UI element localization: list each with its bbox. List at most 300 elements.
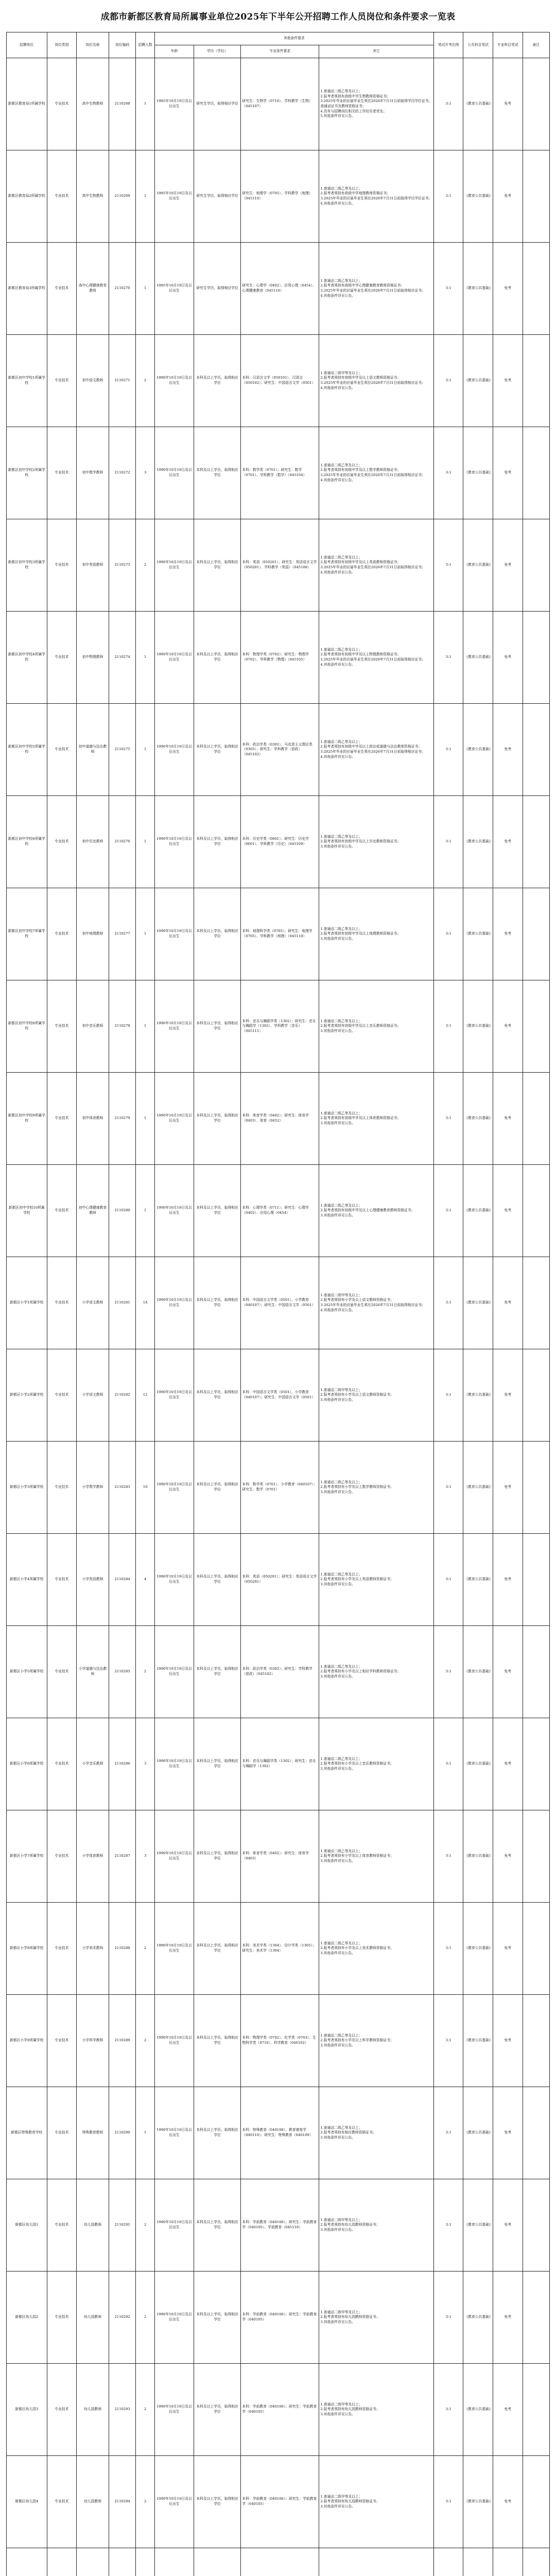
header-exam-ratio: 笔试开考比例 xyxy=(433,32,463,58)
row-professional-subject: 免考 xyxy=(493,1349,523,1442)
row-professional-subject: 免考 xyxy=(493,612,523,704)
row-public-subject: 《教育公共基础》 xyxy=(463,1534,493,1626)
row-age: 1990年10月19日及以后出生 xyxy=(154,1810,194,1903)
row-post-name: 初中道德与法治教师 xyxy=(77,704,109,796)
row-count: 14 xyxy=(136,1257,155,1349)
row-post-code: 2110279 xyxy=(109,1073,135,1165)
row-other: 1.普通话二级乙等及以上； 2.报考者须持有初级中学及以上心理健康教育教师资格证书； 3.其他条件详见公告。 xyxy=(319,1165,434,1257)
row-other: 1.普通话二级乙等及以上； 2.报考者须持有初级中学及以上物理教师资格证书； 3.2025年毕业的应届毕业生须在2026年7月31日前取得相应证书； 4.其他条件详见公告。 xyxy=(319,612,434,704)
row-count xyxy=(136,2548,155,2576)
table-row xyxy=(7,427,550,519)
row-post-name: 初中心理健康教育教师 xyxy=(77,1165,109,1257)
row-category: 专业技术 xyxy=(47,1073,77,1165)
row-post-name: 小学音乐教师 xyxy=(77,1718,109,1810)
row-other: 1.普通话二级甲等及以上； 2.报考者须持有幼儿园教师资格证书； 3.其他条件详见公告。 xyxy=(319,2456,434,2548)
row-unit: 新都区教育局1所属学校 xyxy=(7,58,47,150)
header-count: 招聘人数 xyxy=(136,32,155,58)
row-remark xyxy=(523,1073,549,1165)
row-remark xyxy=(523,2087,549,2179)
table-row xyxy=(7,1810,550,1903)
row-age: 1985年10月19日及以后出生 xyxy=(154,243,194,335)
row-exam-ratio: 3:1 xyxy=(433,58,463,150)
row-education: 研究生学历，取得相应学位 xyxy=(194,243,241,335)
row-other: 1.普通话二级甲等及以上； 2.报考者须持有幼儿园教师资格证书； 3.其他条件详见公告。 xyxy=(319,2364,434,2456)
table-row xyxy=(7,1073,550,1165)
row-education: 本科及以上学历，取得相应学位 xyxy=(194,888,241,980)
row-age xyxy=(154,2548,194,2576)
row-major: 本科：体育学类（0402）；研究生：体育学（0403）、体育（0452） xyxy=(241,1073,319,1165)
row-major: 本科：学前教育（040106）；研究生：学前教育学（040105） xyxy=(241,2456,319,2548)
row-post-code: 2110294 xyxy=(109,2456,135,2548)
row-count: 2 xyxy=(136,2364,155,2456)
row-age: 1990年10月19日及以后出生 xyxy=(154,2179,194,2272)
row-post-name: 初中音乐教师 xyxy=(77,980,109,1073)
row-major: 本科：心理学类（0711）；研究生：心理学（0402）、应用心理（0454） xyxy=(241,1165,319,1257)
row-post-code: 2110293 xyxy=(109,2364,135,2456)
row-major: 本科：音乐与舞蹈学类（1302）；研究生：音乐与舞蹈学（1302） xyxy=(241,1718,319,1810)
row-major: 本科：汉语言文学（050101）、汉语言（050102）；研究生：中国语言文学（0501） xyxy=(241,335,319,427)
row-professional-subject: 免考 xyxy=(493,243,523,335)
row-post-name: 初中英语教师 xyxy=(77,519,109,612)
row-category: 专业技术 xyxy=(47,2179,77,2272)
row-other: 1.普通话二级乙等及以上； 2.报考者须持有初级中学及以上体育教师资格证书； 3.其他条件详见公告。 xyxy=(319,1073,434,1165)
row-category: 专业技术 xyxy=(47,2272,77,2364)
row-count: 1 xyxy=(136,1073,155,1165)
row-remark xyxy=(523,2456,549,2548)
row-public-subject: 《教育公共基础》 xyxy=(463,335,493,427)
row-count: 3 xyxy=(136,1810,155,1903)
row-post-code: 2110284 xyxy=(109,1534,135,1626)
row-major xyxy=(241,2548,319,2576)
row-professional-subject: 免考 xyxy=(493,1995,523,2087)
row-education: 本科及以上学历，取得相应学位 xyxy=(194,1073,241,1165)
table-row xyxy=(7,980,550,1073)
row-education: 本科及以上学历，取得相应学位 xyxy=(194,612,241,704)
row-unit: 新都区小学5所属学校 xyxy=(7,1626,47,1718)
row-education: 本科及以上学历，取得相应学位 xyxy=(194,1718,241,1810)
table-row xyxy=(7,1257,550,1349)
row-professional-subject: 免考 xyxy=(493,2272,523,2364)
row-major: 本科：中国语言文学类（0501）、小学教育（040107）；研究生：中国语言文学（0501） xyxy=(241,1349,319,1442)
row-education: 本科及以上学历，取得相应学位 xyxy=(194,1903,241,1995)
row-public-subject: 《教育公共基础》 xyxy=(463,427,493,519)
row-category: 专业技术 xyxy=(47,704,77,796)
table-row xyxy=(7,1995,550,2087)
row-professional-subject: 免考 xyxy=(493,1165,523,1257)
row-age: 1990年10月19日及以后出生 xyxy=(154,1626,194,1718)
row-education: 本科及以上学历，取得相应学位 xyxy=(194,1995,241,2087)
row-category xyxy=(47,2548,77,2576)
row-professional-subject: 免考 xyxy=(493,796,523,888)
row-public-subject: 《教育公共基础》 xyxy=(463,888,493,980)
page-title: 成都市新都区教育局所属事业单位2025年下半年公开招聘工作人员岗位和条件要求一览表 xyxy=(100,12,456,22)
row-unit: 新都区初中学校1所属学校 xyxy=(7,335,47,427)
table-row xyxy=(7,335,550,427)
row-exam-ratio: 3:1 xyxy=(433,2272,463,2364)
row-education: 本科及以上学历，取得相应学位 xyxy=(194,2087,241,2179)
row-professional-subject: 免考 xyxy=(493,2364,523,2456)
row-count: 2 xyxy=(136,1995,155,2087)
row-education: 本科及以上学历，取得相应学位 xyxy=(194,2456,241,2548)
row-unit: 新都区初中学校5所属学校 xyxy=(7,704,47,796)
row-post-code: 2110275 xyxy=(109,704,135,796)
row-post-code: 2110292 xyxy=(109,2272,135,2364)
row-major: 本科：美术学类（1304）、设计学类（1305）；研究生：美术学（1304） xyxy=(241,1903,319,1995)
row-other: 1.普通话二级乙等及以上； 2.报考者须持有小学及以上数学教师资格证书； 3.其他条件详见公告。 xyxy=(319,1442,434,1534)
row-remark xyxy=(523,1165,549,1257)
row-age: 1990年10月19日及以后出生 xyxy=(154,1073,194,1165)
row-exam-ratio: 3:1 xyxy=(433,243,463,335)
row-post-code: 2110291 xyxy=(109,2179,135,2272)
row-public-subject: 《教育公共基础》 xyxy=(463,1442,493,1534)
row-post-name: 初中物理教师 xyxy=(77,612,109,704)
row-exam-ratio: 3:1 xyxy=(433,1903,463,1995)
row-unit: 新都区初中学校9所属学校 xyxy=(7,1073,47,1165)
row-other: 1.普通话二级甲等及以上； 2.报考者须持有小学及以上语文教师资格证书； 3.2025年毕业的应届毕业生须在2026年7月31日前取得相应证书； 4.其他条件详见公告。 xyxy=(319,1257,434,1349)
row-education: 本科及以上学历，取得相应学位 xyxy=(194,2179,241,2272)
row-unit: 新都区幼儿园4 xyxy=(7,2456,47,2548)
row-education: 本科及以上学历，取得相应学位 xyxy=(194,2272,241,2364)
table-row xyxy=(7,1534,550,1626)
row-count: 1 xyxy=(136,796,155,888)
row-category: 专业技术 xyxy=(47,2087,77,2179)
row-public-subject: 《教育公共基础》 xyxy=(463,2272,493,2364)
row-exam-ratio: 3:1 xyxy=(433,1257,463,1349)
row-major: 本科：学前教育（040106）；研究生：学前教育学（040105） xyxy=(241,2272,319,2364)
row-remark xyxy=(523,2272,549,2364)
row-remark xyxy=(523,1995,549,2087)
row-education: 本科及以上学历，取得相应学位 xyxy=(194,1810,241,1903)
header-education: 学历（学位） xyxy=(194,45,241,58)
row-exam-ratio: 3:1 xyxy=(433,1810,463,1903)
row-count: 1 xyxy=(136,704,155,796)
row-count: 10 xyxy=(136,1442,155,1534)
row-other: 1.普通话二级乙等及以上； 2.报考者须持有初级中学及以上数学教师资格证书； 3.2025年毕业的应届毕业生须在2026年7月31日前取得相应证书； 4.其他条件详见公告。 xyxy=(319,427,434,519)
row-unit: 新都区小学9所属学校 xyxy=(7,1995,47,2087)
row-public-subject: 《教育公共基础》 xyxy=(463,1165,493,1257)
row-category: 专业技术 xyxy=(47,427,77,519)
row-professional-subject: 免考 xyxy=(493,704,523,796)
row-remark xyxy=(523,704,549,796)
row-post-name xyxy=(77,2548,109,2576)
row-other: 1.普通话二级乙等及以上； 2.报考者须持有初级中学及以上历史教师资格证书； 3.其他条件详见公告。 xyxy=(319,796,434,888)
table-row xyxy=(7,612,550,704)
positions-table xyxy=(6,32,550,2576)
row-public-subject: 《教育公共基础》 xyxy=(463,519,493,612)
header-unit: 招聘单位 xyxy=(7,32,47,58)
row-category: 专业技术 xyxy=(47,1718,77,1810)
row-category: 专业技术 xyxy=(47,2364,77,2456)
row-education: 本科及以上学历，取得相应学位 xyxy=(194,1626,241,1718)
row-post-name: 小学语文教师 xyxy=(77,1257,109,1349)
row-post-code: 2110268 xyxy=(109,58,135,150)
row-education: 研究生学历，取得相应学位 xyxy=(194,58,241,150)
row-unit: 新都区教育局3所属学校 xyxy=(7,243,47,335)
row-unit: 新都区教育局2所属学校 xyxy=(7,150,47,243)
row-age: 1990年10月19日及以后出生 xyxy=(154,519,194,612)
row-major: 本科：物理学类（0702）、化学类（0703）、生物科学类（0710）、科学教育（040102） xyxy=(241,1995,319,2087)
row-remark xyxy=(523,150,549,243)
row-exam-ratio: 3:1 xyxy=(433,888,463,980)
row-public-subject: 《教育公共基础》 xyxy=(463,58,493,150)
row-remark xyxy=(523,2364,549,2456)
row-remark xyxy=(523,796,549,888)
table-row xyxy=(7,1165,550,1257)
row-major: 本科：学前教育（040106）；研究生：学前教育学（040105）、学前教育（045118） xyxy=(241,2179,319,2272)
row-post-code: 2110273 xyxy=(109,519,135,612)
row-post-name: 小学美术教师 xyxy=(77,1903,109,1995)
row-exam-ratio: 3:1 xyxy=(433,1073,463,1165)
row-exam-ratio: 3:1 xyxy=(433,1534,463,1626)
row-professional-subject: 免考 xyxy=(493,1718,523,1810)
row-age: 1990年10月19日及以后出生 xyxy=(154,1349,194,1442)
row-major: 本科：数学类（0701）；研究生：数学（0701）、学科教学（数学）（045104） xyxy=(241,427,319,519)
row-remark xyxy=(523,1903,549,1995)
table-row xyxy=(7,2179,550,2272)
row-public-subject: 《教育公共基础》 xyxy=(463,704,493,796)
row-other: 1.普通话二级甲等及以上； 2.报考者须持有幼儿园教师资格证书； 3.其他条件详见公告。 xyxy=(319,2272,434,2364)
row-count: 2 xyxy=(136,1903,155,1995)
row-age: 1990年10月19日及以后出生 xyxy=(154,1995,194,2087)
row-post-name: 初中地理教师 xyxy=(77,888,109,980)
row-professional-subject: 免考 xyxy=(493,58,523,150)
header-other: 其它 xyxy=(319,45,434,58)
row-exam-ratio: 3:1 xyxy=(433,1442,463,1534)
row-public-subject: 《教育公共基础》 xyxy=(463,1257,493,1349)
header-post-name: 岗位名称 xyxy=(77,32,109,58)
row-other: 1.普通话二级乙等及以上； 2.报考者须持有初级中学及以上政治或道德与法治教师资格证书； 3.2025年毕业的应届毕业生须在2026年7月31日前取得相应证书； 4.其他条件详见公告。 xyxy=(319,704,434,796)
table-row xyxy=(7,796,550,888)
row-age: 1990年10月19日及以后出生 xyxy=(154,2364,194,2456)
row-post-code: 2110270 xyxy=(109,243,135,335)
row-professional-subject: 免考 xyxy=(493,2087,523,2179)
row-post-code: 2110282 xyxy=(109,1349,135,1442)
row-public-subject: 《教育公共基础》 xyxy=(463,2364,493,2456)
row-public-subject: 《教育公共基础》 xyxy=(463,612,493,704)
row-age: 1990年10月19日及以后出生 xyxy=(154,888,194,980)
row-count: 1 xyxy=(136,1165,155,1257)
row-unit: 新都区幼儿园2 xyxy=(7,2272,47,2364)
row-remark xyxy=(523,519,549,612)
row-count: 1 xyxy=(136,58,155,150)
table-row xyxy=(7,2087,550,2179)
table-row xyxy=(7,888,550,980)
header-major: 专业条件要求 xyxy=(241,45,319,58)
row-count: 1 xyxy=(136,150,155,243)
row-other: 1.普通话二级乙等及以上； 2.报考者须持有初级中学及以上音乐教师资格证书； 3.其他条件详见公告。 xyxy=(319,980,434,1073)
row-post-code: 2110280 xyxy=(109,1165,135,1257)
row-remark xyxy=(523,335,549,427)
row-post-code: 2110271 xyxy=(109,335,135,427)
row-unit: 新都区初中学校10所属学校 xyxy=(7,1165,47,1257)
row-remark xyxy=(523,427,549,519)
table-body xyxy=(7,58,550,2576)
row-count: 1 xyxy=(136,888,155,980)
table-row xyxy=(7,1626,550,1718)
row-post-name: 小学数学教师 xyxy=(77,1442,109,1534)
row-post-code: 2110283 xyxy=(109,1442,135,1534)
row-major: 本科：特殊教育（040108）、教育康复学（040110）；研究生：特殊教育（040109） xyxy=(241,2087,319,2179)
row-exam-ratio: 3:1 xyxy=(433,1349,463,1442)
row-post-name: 初中体育教师 xyxy=(77,1073,109,1165)
table-row xyxy=(7,1903,550,1995)
row-exam-ratio: 3:1 xyxy=(433,335,463,427)
row-professional-subject xyxy=(493,2548,523,2576)
row-other: 1.普通话二级乙等及以上； 2.报考者须持有小学及以上音乐教师资格证书； 3.其他条件详见公告。 xyxy=(319,1718,434,1810)
row-other: 1.普通话二级甲等及以上； 2.报考者须持有幼儿园教师资格证书； 3.其他条件详见公告。 xyxy=(319,2179,434,2272)
row-major: 本科：物理学类（0702）；研究生：物理学（0702）、学科教学（物理）（045105） xyxy=(241,612,319,704)
row-age: 1990年10月19日及以后出生 xyxy=(154,612,194,704)
row-post-name: 高中心理健康教育教师 xyxy=(77,243,109,335)
row-major: 本科：地理科学类（0705）；研究生：地理学（0705）、学科教学（地理）（045110） xyxy=(241,888,319,980)
row-unit: 新都区小学6所属学校 xyxy=(7,1718,47,1810)
row-unit: 新都区小学4所属学校 xyxy=(7,1534,47,1626)
table-row xyxy=(7,1442,550,1534)
row-education: 本科及以上学历，取得相应学位 xyxy=(194,2364,241,2456)
row-remark xyxy=(523,980,549,1073)
row-professional-subject: 免考 xyxy=(493,335,523,427)
row-exam-ratio: 3:1 xyxy=(433,704,463,796)
row-public-subject: 《教育公共基础》 xyxy=(463,1626,493,1718)
row-education: 本科及以上学历，取得相应学位 xyxy=(194,1534,241,1626)
row-count: 2 xyxy=(136,1626,155,1718)
row-other: 1.普通话二级乙等及以上； 2.报考者须持有相应教师资格证书； 3.其他条件详见公告。 xyxy=(319,2087,434,2179)
row-other: 1.普通话二级乙等及以上； 2.报考者须持有高级中学心理健康教育教师资格证书； 3.2025年毕业的应届毕业生须在2026年7月31日前取得相应证书； 4.其他条件详见公告。 xyxy=(319,243,434,335)
row-unit: 新都区初中学校6所属学校 xyxy=(7,796,47,888)
row-major: 本科：英语（050201）；研究生：英语语言文学（050201） xyxy=(241,1534,319,1626)
row-professional-subject: 免考 xyxy=(493,1442,523,1534)
row-public-subject: 《教育公共基础》 xyxy=(463,1810,493,1903)
table-row xyxy=(7,2456,550,2548)
row-exam-ratio: 3:1 xyxy=(433,2087,463,2179)
row-public-subject: 《教育公共基础》 xyxy=(463,1349,493,1442)
row-professional-subject: 免考 xyxy=(493,1810,523,1903)
row-remark xyxy=(523,1718,549,1810)
row-major: 本科：体育学类（0402）；研究生：体育学（0403） xyxy=(241,1810,319,1903)
row-exam-ratio: 3:1 xyxy=(433,1718,463,1810)
row-category: 专业技术 xyxy=(47,1349,77,1442)
row-education: 本科及以上学历，取得相应学位 xyxy=(194,519,241,612)
row-post-code: 2110290 xyxy=(109,2087,135,2179)
row-age: 1990年10月19日及以后出生 xyxy=(154,2087,194,2179)
row-remark xyxy=(523,1257,549,1349)
row-other: 1.普通话二级乙等及以上； 2.报考者须持有高级中学生物教师资格证书； 3.2025年毕业的应届毕业生须在2026年7月31日前取得学历学位证书、普通话证书及教师资格证书； 4.具有与招聘岗位相关的工作经历者优先； 5.其他条件详见公告。 xyxy=(319,58,434,150)
row-other: 1.普通话二级甲等及以上； 2.报考者须持有初级中学及以上语文教师资格证书； 3.2025年毕业的应届毕业生须在2026年7月31日前取得相应证书； 4.其他条件详见公告。 xyxy=(319,335,434,427)
row-major: 本科：中国语言文学类（0501）、小学教育（040107）；研究生：中国语言文学（0501） xyxy=(241,1257,319,1349)
row-public-subject: 《教育公共基础》 xyxy=(463,2087,493,2179)
row-major: 研究生：地理学（0705）、学科教学（地理）（045110） xyxy=(241,150,319,243)
row-age: 1990年10月19日及以后出生 xyxy=(154,1165,194,1257)
header-public-subject: 公共科目笔试 xyxy=(463,32,493,58)
row-category: 专业技术 xyxy=(47,1257,77,1349)
row-count: 2 xyxy=(136,2179,155,2272)
table-row xyxy=(7,2272,550,2364)
row-education: 本科及以上学历，取得相应学位 xyxy=(194,1349,241,1442)
row-education: 本科及以上学历，取得相应学位 xyxy=(194,796,241,888)
row-professional-subject: 免考 xyxy=(493,2456,523,2548)
row-unit: 新都区小学8所属学校 xyxy=(7,1903,47,1995)
row-other: 1.普通话二级乙等及以上； 2.报考者须持有高级中学地理教师资格证书； 3.2025年毕业的应届毕业生须在2026年7月31日前取得学历学位证书； 4.其他条件详见公告。 xyxy=(319,150,434,243)
row-exam-ratio: 3:1 xyxy=(433,427,463,519)
row-post-name: 初中历史教师 xyxy=(77,796,109,888)
row-education: 本科及以上学历，取得相应学位 xyxy=(194,1257,241,1349)
row-category: 专业技术 xyxy=(47,2456,77,2548)
header-professional-subject: 专业科目笔试 xyxy=(493,32,523,58)
table-row xyxy=(7,243,550,335)
row-remark xyxy=(523,1626,549,1718)
row-professional-subject: 免考 xyxy=(493,150,523,243)
row-age: 1990年10月19日及以后出生 xyxy=(154,335,194,427)
row-post-code: 2110276 xyxy=(109,796,135,888)
row-major: 研究生：心理学（0402）、应用心理（0454）、心理健康教育（045116） xyxy=(241,243,319,335)
row-age: 1990年10月19日及以后出生 xyxy=(154,1534,194,1626)
row-count: 3 xyxy=(136,1718,155,1810)
table-row xyxy=(7,519,550,612)
row-exam-ratio: 3:1 xyxy=(433,1995,463,2087)
row-post-name: 幼儿园教师 xyxy=(77,2179,109,2272)
row-unit: 新都区小学7所属学校 xyxy=(7,1810,47,1903)
row-remark xyxy=(523,243,549,335)
row-post-code: 2110274 xyxy=(109,612,135,704)
row-education: 本科及以上学历，取得相应学位 xyxy=(194,1165,241,1257)
row-count: 1 xyxy=(136,243,155,335)
row-age: 1990年10月19日及以后出生 xyxy=(154,1903,194,1995)
row-professional-subject: 免考 xyxy=(493,888,523,980)
row-education: 研究生学历，取得相应学位 xyxy=(194,150,241,243)
row-education: 本科及以上学历，取得相应学位 xyxy=(194,1442,241,1534)
row-category: 专业技术 xyxy=(47,1903,77,1995)
row-other: 1.普通话二级乙等及以上； 2.报考者须持有初级中学及以上英语教师资格证书； 3.2025年毕业的应届毕业生须在2026年7月31日前取得相应证书； 4.其他条件详见公告。 xyxy=(319,519,434,612)
table-row xyxy=(7,704,550,796)
row-public-subject: 《教育公共基础》 xyxy=(463,1995,493,2087)
row-category: 专业技术 xyxy=(47,796,77,888)
row-count: 2 xyxy=(136,2456,155,2548)
row-count: 1 xyxy=(136,612,155,704)
row-age: 1985年10月19日及以后出生 xyxy=(154,150,194,243)
row-post-name: 小学体育教师 xyxy=(77,1810,109,1903)
row-age: 1990年10月19日及以后出生 xyxy=(154,796,194,888)
row-other xyxy=(319,2548,434,2576)
row-post-code xyxy=(109,2548,135,2576)
row-public-subject xyxy=(463,2548,493,2576)
row-remark xyxy=(523,1810,549,1903)
row-unit: 新都区小学2所属学校 xyxy=(7,1349,47,1442)
row-remark xyxy=(523,1349,549,1442)
row-remark xyxy=(523,1534,549,1626)
row-category: 专业技术 xyxy=(47,888,77,980)
row-professional-subject: 免考 xyxy=(493,1903,523,1995)
row-professional-subject: 免考 xyxy=(493,1257,523,1349)
table-row xyxy=(7,1718,550,1810)
row-count: 2 xyxy=(136,519,155,612)
row-exam-ratio xyxy=(433,2548,463,2576)
table-row xyxy=(7,2364,550,2456)
row-professional-subject: 免考 xyxy=(493,519,523,612)
row-professional-subject: 免考 xyxy=(493,1534,523,1626)
row-post-name: 幼儿园教师 xyxy=(77,2456,109,2548)
row-exam-ratio: 3:1 xyxy=(433,796,463,888)
row-post-code: 2110286 xyxy=(109,1718,135,1810)
row-professional-subject: 免考 xyxy=(493,427,523,519)
row-count: 2 xyxy=(136,335,155,427)
row-other: 1.普通话二级甲等及以上； 2.报考者须持有小学及以上语文教师资格证书； 3.其他条件详见公告。 xyxy=(319,1349,434,1442)
row-count: 1 xyxy=(136,980,155,1073)
row-exam-ratio: 3:1 xyxy=(433,2364,463,2456)
row-remark xyxy=(523,612,549,704)
row-education: 本科及以上学历，取得相应学位 xyxy=(194,980,241,1073)
row-other: 1.普通话二级乙等及以上； 2.报考者须持有小学及以上相应学科教师资格证书； 3.其他条件详见公告。 xyxy=(319,1626,434,1718)
row-exam-ratio: 3:1 xyxy=(433,150,463,243)
